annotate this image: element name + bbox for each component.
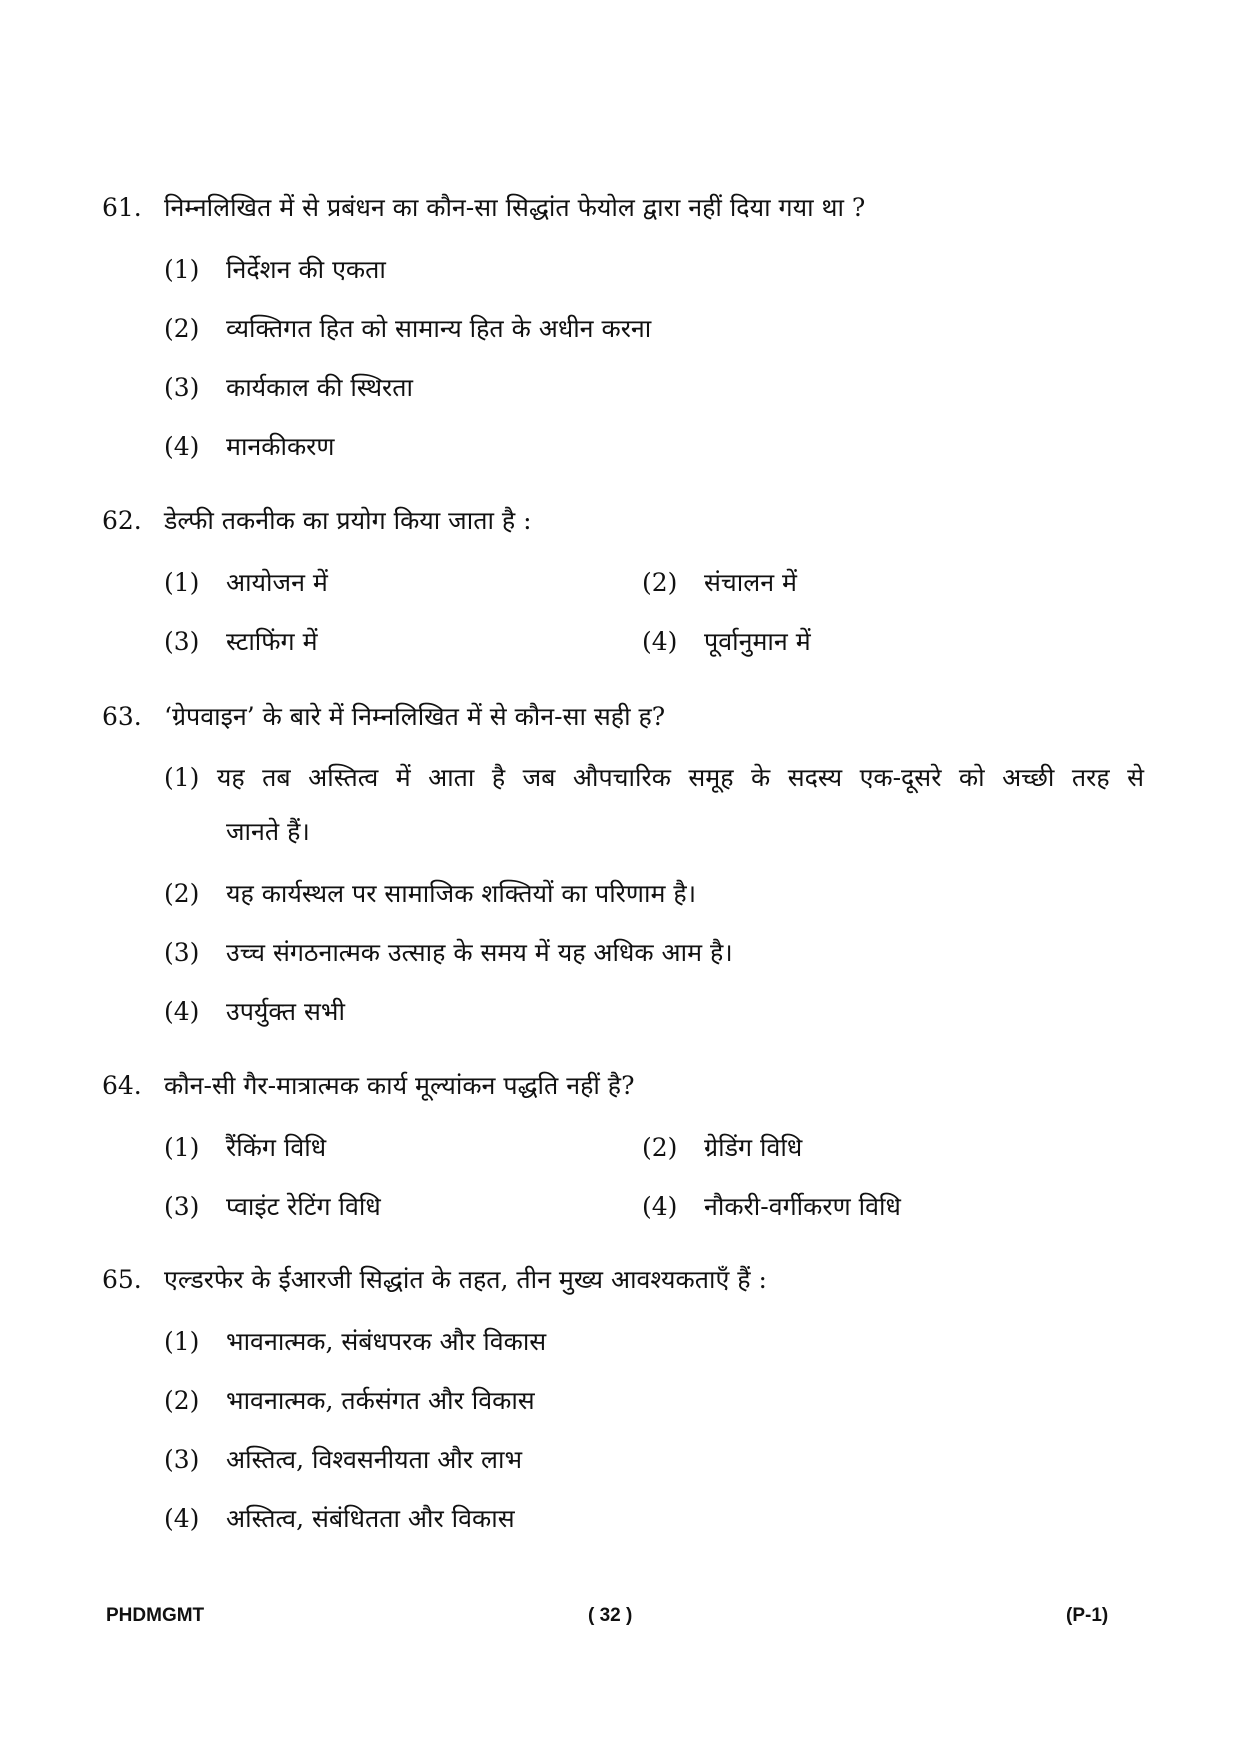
option-62-1 [164, 565, 328, 601]
option-text: उपर्युक्त सभी [226, 997, 345, 1026]
option-number: (1) [164, 568, 200, 597]
option-word: तरह [1071, 763, 1110, 792]
option-65-3 [164, 1442, 522, 1478]
option-first-line [164, 760, 1144, 796]
option-number: (2) [642, 568, 678, 597]
question-number: 61. [102, 193, 142, 222]
question-number: 63. [102, 702, 142, 731]
option-number: (2) [164, 879, 200, 908]
question-text: एल्डरफेर के ईआरजी सिद्धांत के तहत, तीन मुख्य आवश्यकताएँ हैं : [164, 1265, 767, 1294]
option-number: (3) [164, 938, 200, 967]
option-63-4 [164, 994, 345, 1030]
option-62-3 [164, 624, 318, 660]
option-number: (2) [164, 1386, 200, 1415]
option-text: भावनात्मक, संबंधपरक और विकास [226, 1327, 547, 1356]
option-number: (4) [164, 432, 200, 461]
option-word: यह [216, 763, 245, 792]
option-number: (1) [164, 1133, 200, 1162]
option-number: (4) [164, 1504, 200, 1533]
option-61-1 [164, 252, 386, 288]
option-word: में [395, 763, 411, 792]
question-stem [102, 1262, 1142, 1298]
question-number: 65. [102, 1265, 142, 1294]
option-number: (2) [164, 314, 200, 343]
option-text: पूर्वानुमान में [704, 627, 811, 656]
option-62-2 [642, 565, 797, 601]
option-word: एक-दूसरे [859, 763, 942, 792]
option-61-3 [164, 370, 413, 406]
option-number: (3) [164, 1192, 200, 1221]
option-word: के [751, 763, 771, 792]
question-number: 64. [102, 1071, 142, 1100]
option-text: अस्तित्व, संबंधितता और विकास [226, 1504, 515, 1533]
option-word: है [491, 763, 506, 792]
option-number: (1) [164, 1327, 200, 1356]
question-text: ‘ग्रेपवाइन’ के बारे में निम्नलिखित में से कौन-सा सही ह? [164, 702, 666, 731]
question-text: डेल्फी तकनीक का प्रयोग किया जाता है : [164, 506, 532, 535]
option-64-2 [642, 1130, 802, 1166]
option-number: (3) [164, 1445, 200, 1474]
option-word: को [958, 763, 985, 792]
question-63 [102, 699, 1142, 735]
question-stem [102, 503, 1142, 539]
footer-page-number: ( 32 ) [588, 1605, 633, 1626]
option-text: यह कार्यस्थल पर सामाजिक शक्तियों का परिणाम है। [226, 879, 697, 908]
option-62-4 [642, 624, 811, 660]
option-64-1 [164, 1130, 326, 1166]
option-word: समूह [688, 763, 734, 792]
option-number: (4) [642, 627, 678, 656]
option-text: कार्यकाल की स्थिरता [226, 373, 413, 402]
option-text: स्टाफिंग में [226, 627, 318, 656]
option-text: संचालन में [704, 568, 797, 597]
question-stem [102, 190, 1142, 226]
question-64 [102, 1068, 1142, 1104]
option-continuation: जानते हैं। [226, 817, 310, 846]
option-61-4 [164, 429, 334, 465]
question-stem [102, 699, 1142, 735]
option-word: अच्छी [1002, 763, 1055, 792]
option-65-4 [164, 1501, 515, 1537]
option-word: से [1127, 763, 1144, 792]
option-word: सदस्य [787, 763, 843, 792]
option-text: आयोजन में [226, 568, 328, 597]
question-text: निम्नलिखित में से प्रबंधन का कौन-सा सिद्धांत फेयोल द्वारा नहीं दिया गया था ? [164, 193, 866, 222]
option-61-2 [164, 311, 651, 347]
option-number: (4) [642, 1192, 678, 1221]
option-number: (3) [164, 373, 200, 402]
option-64-3 [164, 1189, 381, 1225]
option-63-1 [164, 760, 1144, 850]
option-65-2 [164, 1383, 535, 1419]
option-number: (1) [164, 255, 200, 284]
option-word: औपचारिक [572, 763, 671, 792]
option-word: जब [522, 763, 556, 792]
option-text: रैंकिंग विधि [226, 1133, 327, 1162]
option-word: आता [428, 763, 475, 792]
option-63-2 [164, 876, 696, 912]
option-text: ग्रेडिंग विधि [704, 1133, 803, 1162]
option-text: उच्च संगठनात्मक उत्साह के समय में यह अधिक आम है। [226, 938, 733, 967]
option-text: व्यक्तिगत हित को सामान्य हित के अधीन करना [226, 314, 652, 343]
option-word: अस्तित्व [308, 763, 379, 792]
option-text: भावनात्मक, तर्कसंगत और विकास [226, 1386, 535, 1415]
question-stem [102, 1068, 1142, 1104]
option-text: प्वाइंट रेटिंग विधि [226, 1192, 381, 1221]
footer-set-code: (P-1) [1066, 1605, 1109, 1626]
option-number: (3) [164, 627, 200, 656]
footer-paper-code: PHDMGMT [106, 1605, 205, 1626]
question-number: 62. [102, 506, 142, 535]
option-word: तब [262, 763, 291, 792]
option-number: (4) [164, 997, 200, 1026]
option-text: मानकीकरण [226, 432, 335, 461]
option-65-1 [164, 1324, 546, 1360]
question-62 [102, 503, 1142, 539]
option-number: (2) [642, 1133, 678, 1162]
option-64-4 [642, 1189, 901, 1225]
question-61 [102, 190, 1142, 226]
option-number: (1) [164, 763, 200, 792]
option-63-3 [164, 935, 733, 971]
question-65 [102, 1262, 1142, 1298]
option-text: नौकरी-वर्गीकरण विधि [704, 1192, 901, 1221]
option-text: अस्तित्व, विश्वसनीयता और लाभ [226, 1445, 523, 1474]
question-text: कौन-सी गैर-मात्रात्मक कार्य मूल्यांकन पद्धति नहीं है? [164, 1071, 635, 1100]
option-text: निर्देशन की एकता [226, 255, 386, 284]
